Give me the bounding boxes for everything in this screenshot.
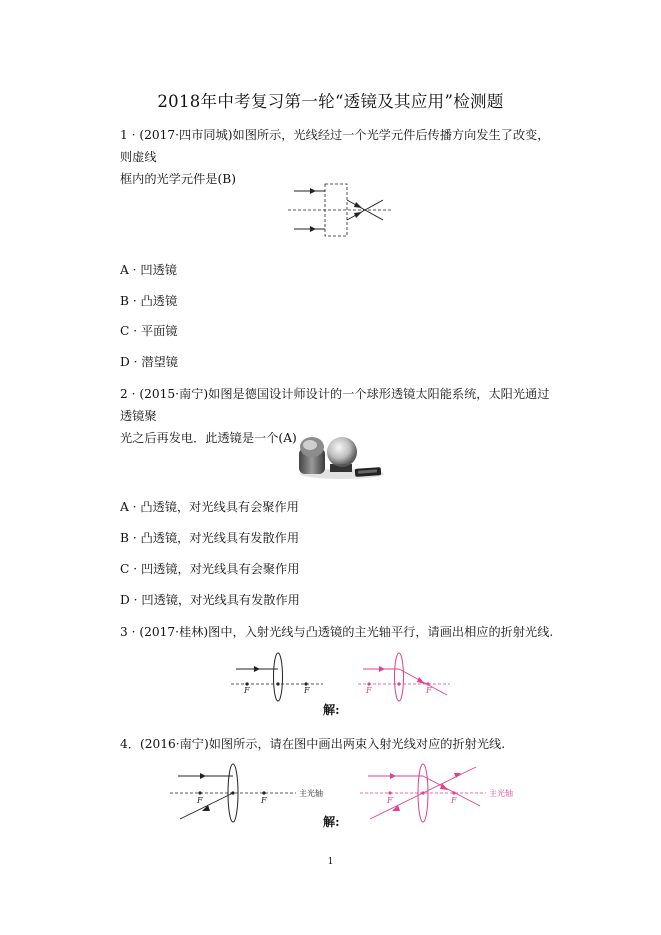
q4-answer-focus-label-right: F (451, 796, 457, 805)
q4-answer-label: 解: (323, 815, 340, 829)
q1-option-b: B · 凸透镜 (120, 294, 178, 308)
q4-optical-center-dot (231, 791, 234, 794)
q4-incident-ray-center (180, 793, 233, 819)
question-1-line-2: 框内的光学元件是(B) (120, 172, 236, 186)
q3-answer-focus-label-right: F (426, 686, 432, 695)
q4-answer-left-focus-dot (388, 791, 391, 794)
q2-option-c: C · 凹透镜，对光线具有会聚作用 (120, 562, 300, 576)
q2-option-a: A · 凸透镜，对光线具有会聚作用 (120, 500, 299, 514)
q3-optical-center-dot (276, 682, 279, 685)
q4-right-focus-dot (262, 791, 265, 794)
page-number: 1 (327, 857, 334, 867)
q4-answer-principal-axis-label: 主光轴 (489, 789, 513, 798)
q4-answer-arrow-icon (390, 773, 396, 779)
q4-answer-optical-center-dot (421, 791, 424, 794)
q2-option-b: B · 凸透镜，对光线具有发散作用 (120, 531, 300, 545)
q2-option-d: D · 凹透镜，对光线具有发散作用 (120, 593, 300, 607)
q3-focus-label-right: F (304, 686, 310, 695)
q4-principal-axis-label: 主光轴 (299, 789, 323, 798)
q1-option-d: D · 潜望镜 (120, 355, 178, 369)
q1-optical-box-figure (288, 178, 398, 246)
q3-arrow-icon (254, 666, 260, 672)
question-2-line-2: 光之后再发电．此透镜是一个(A) (120, 431, 297, 445)
q3-lens-figure (228, 652, 328, 702)
spherical-lens-solar-photo (297, 434, 387, 480)
q4-answer-right-focus-dot (452, 791, 455, 794)
q4-arrow-icon (200, 773, 206, 779)
q3-answer-convex-lens (395, 653, 404, 701)
q3-answer-arrow-icon (417, 677, 425, 684)
q1-arrow-icon (354, 212, 362, 218)
question-4: 4．(2016·南宁)如图所示，请在图中画出两束入射光线对应的折射光线. (120, 737, 506, 751)
q3-answer-figure (355, 652, 455, 702)
q3-answer-arrow-icon (379, 666, 385, 672)
q3-answer-optical-center-dot (397, 682, 400, 685)
q4-answer-focus-label-left: F (387, 796, 393, 805)
question-2-line-1: 2 · (2015·南宁)如图是德国设计师设计的一个球形透镜太阳能系统，太阳光通过透镜聚 (120, 387, 550, 423)
document-title: 2018年中考复习第一轮“透镜及其应用”检测题 (157, 92, 504, 111)
q1-arrow-icon (310, 188, 316, 194)
q1-option-a: A · 凹透镜 (120, 263, 177, 277)
q3-convex-lens (274, 653, 283, 701)
question-1-line-1: 1 · (2017·四市同城)如图所示，光线经过一个光学元件后传播方向发生了改变，则虚线 (120, 128, 550, 164)
q4-focus-label-right: F (261, 796, 267, 805)
question-3: 3 · (2017·桂林)图中，入射光线与凸透镜的主光轴平行，请画出相应的折射光线. (120, 625, 554, 639)
q1-arrow-icon (310, 226, 316, 232)
q3-answer-focus-label-left: F (366, 686, 372, 695)
q1-arrow-icon (354, 202, 362, 208)
q4-lens-figure (168, 763, 340, 827)
q4-focus-label-left: F (197, 796, 203, 805)
q3-focus-label-left: F (244, 686, 250, 695)
q4-answer-figure (358, 763, 530, 827)
q4-left-focus-dot (198, 791, 201, 794)
q1-option-c: C · 平面镜 (120, 324, 178, 338)
q3-answer-label: 解: (323, 703, 340, 717)
